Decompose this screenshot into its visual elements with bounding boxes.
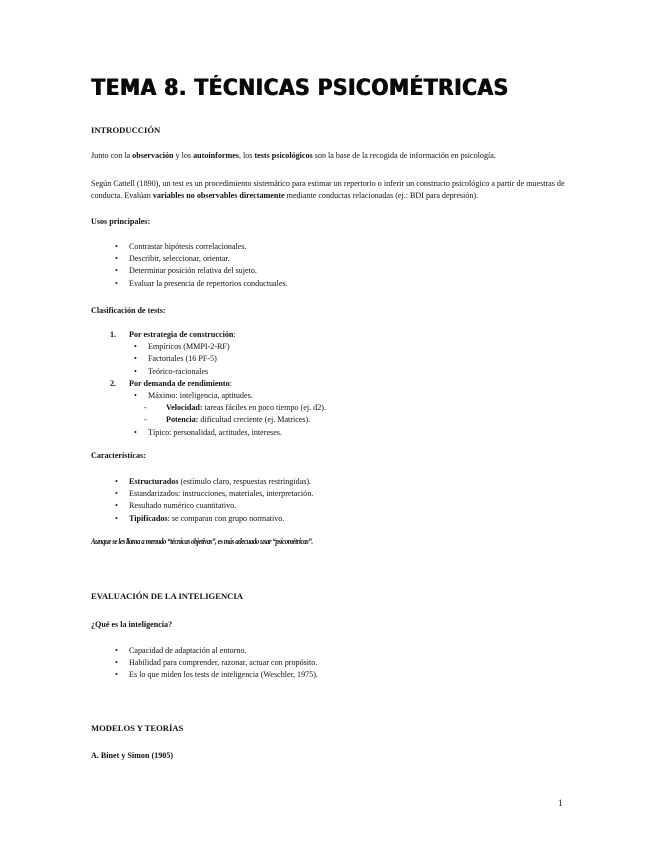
list-item: 2. Por demanda de rendimiento: • Máximo: inteligencia, aptitudes. - Velocidad: tareas fáciles en poco tiempo (ej. d2). - Potencia: dificultad creciente (ej. Matrices). • Típico: personalidad, actitudes, intereses. — [91, 378, 326, 439]
list-item: • Estandarizados: instrucciones, materiales, interpretación. — [115, 489, 314, 499]
inteligencia-subheading: ¿Qué es la inteligencia? — [91, 620, 173, 629]
list-item: • Empíricos (MMPI-2-RF) — [134, 342, 230, 352]
list-item: • Describir, seleccionar, orientar. — [115, 254, 230, 264]
list-item: • Resultado numérico cuantitativo. — [115, 501, 237, 511]
dash-list — [144, 402, 326, 426]
section-heading-introduccion: INTRODUCCIÓN — [91, 125, 161, 135]
list-item: 1. Por estrategia de construcción: • Empíricos (MMPI-2-RF) • Factoriales (16 PF-5) • Teórico-racionales — [91, 329, 326, 378]
list-item: - Potencia: dificultad creciente (ej. Matrices). — [144, 415, 311, 425]
modelos-subheading: A. Binet y Simon (1905) — [91, 751, 174, 760]
list-item: • Es lo que miden los tests de inteligencia (Weschler, 1975). — [115, 670, 318, 680]
clasificacion-list — [91, 329, 326, 439]
list-item: • Habilidad para comprender, razonar, actuar con propósito. — [115, 658, 318, 668]
caracteristicas-list — [115, 476, 314, 525]
document-title: TEMA 8. TÉCNICAS PSICOMÉTRICAS — [91, 76, 509, 101]
sublist — [129, 390, 326, 439]
inteligencia-list — [115, 645, 318, 682]
section-heading-inteligencia: EVALUACIÓN DE LA INTELIGENCIA — [91, 591, 243, 601]
list-item: • Tipificados: se comparan con grupo normativo. — [115, 513, 285, 523]
list-item: • Capacidad de adaptación al entorno. — [115, 646, 247, 655]
intro-paragraph-2: Según Cattell (1890), un test es un procedimiento sistemático para estimar un repertorio o inferir un constructo psicológico a partir de muestras de conducta. Evalúan variables no observables directamente mediante conductas relacionadas (ej.: BDI para depresión). — [91, 179, 565, 200]
caracteristicas-heading: Características: — [91, 451, 146, 460]
usos-list — [115, 241, 288, 290]
list-item: • Estructurados (estímulo claro, respuestas restringidas). — [115, 477, 312, 486]
intro-paragraph-1: Junto con la observación y los autoinformes, los tests psicológicos son la base de la recogida de información en psicología. — [91, 151, 496, 160]
sublist — [129, 341, 326, 378]
list-item: • Factoriales (16 PF-5) — [134, 354, 217, 364]
note-text: Aunque se les llama a menudo “técnicas objetivas”, es más adecuado usar “psicométricas”. — [91, 537, 313, 546]
list-item: • Máximo: inteligencia, aptitudes. - Velocidad: tareas fáciles en poco tiempo (ej. d2). - Potencia: dificultad creciente (ej. Matrices). — [148, 390, 326, 427]
list-item: • Típico: personalidad, actitudes, intereses. — [134, 427, 282, 437]
list-item: • Determinar posición relativa del sujeto. — [115, 266, 257, 276]
list-item: • Contrastar hipótesis correlacionales. — [115, 242, 247, 251]
usos-heading: Usos principales: — [91, 217, 151, 226]
section-heading-modelos: MODELOS Y TEORÍAS — [91, 723, 184, 733]
list-item: • Evaluar la presencia de repertorios conductuales. — [115, 278, 288, 288]
list-item: • Teórico-racionales — [134, 366, 209, 376]
clasificacion-heading: Clasificación de tests: — [91, 306, 166, 315]
page-number: 1 — [558, 798, 563, 808]
list-item: - Velocidad: tareas fáciles en poco tiempo (ej. d2). — [144, 403, 326, 413]
